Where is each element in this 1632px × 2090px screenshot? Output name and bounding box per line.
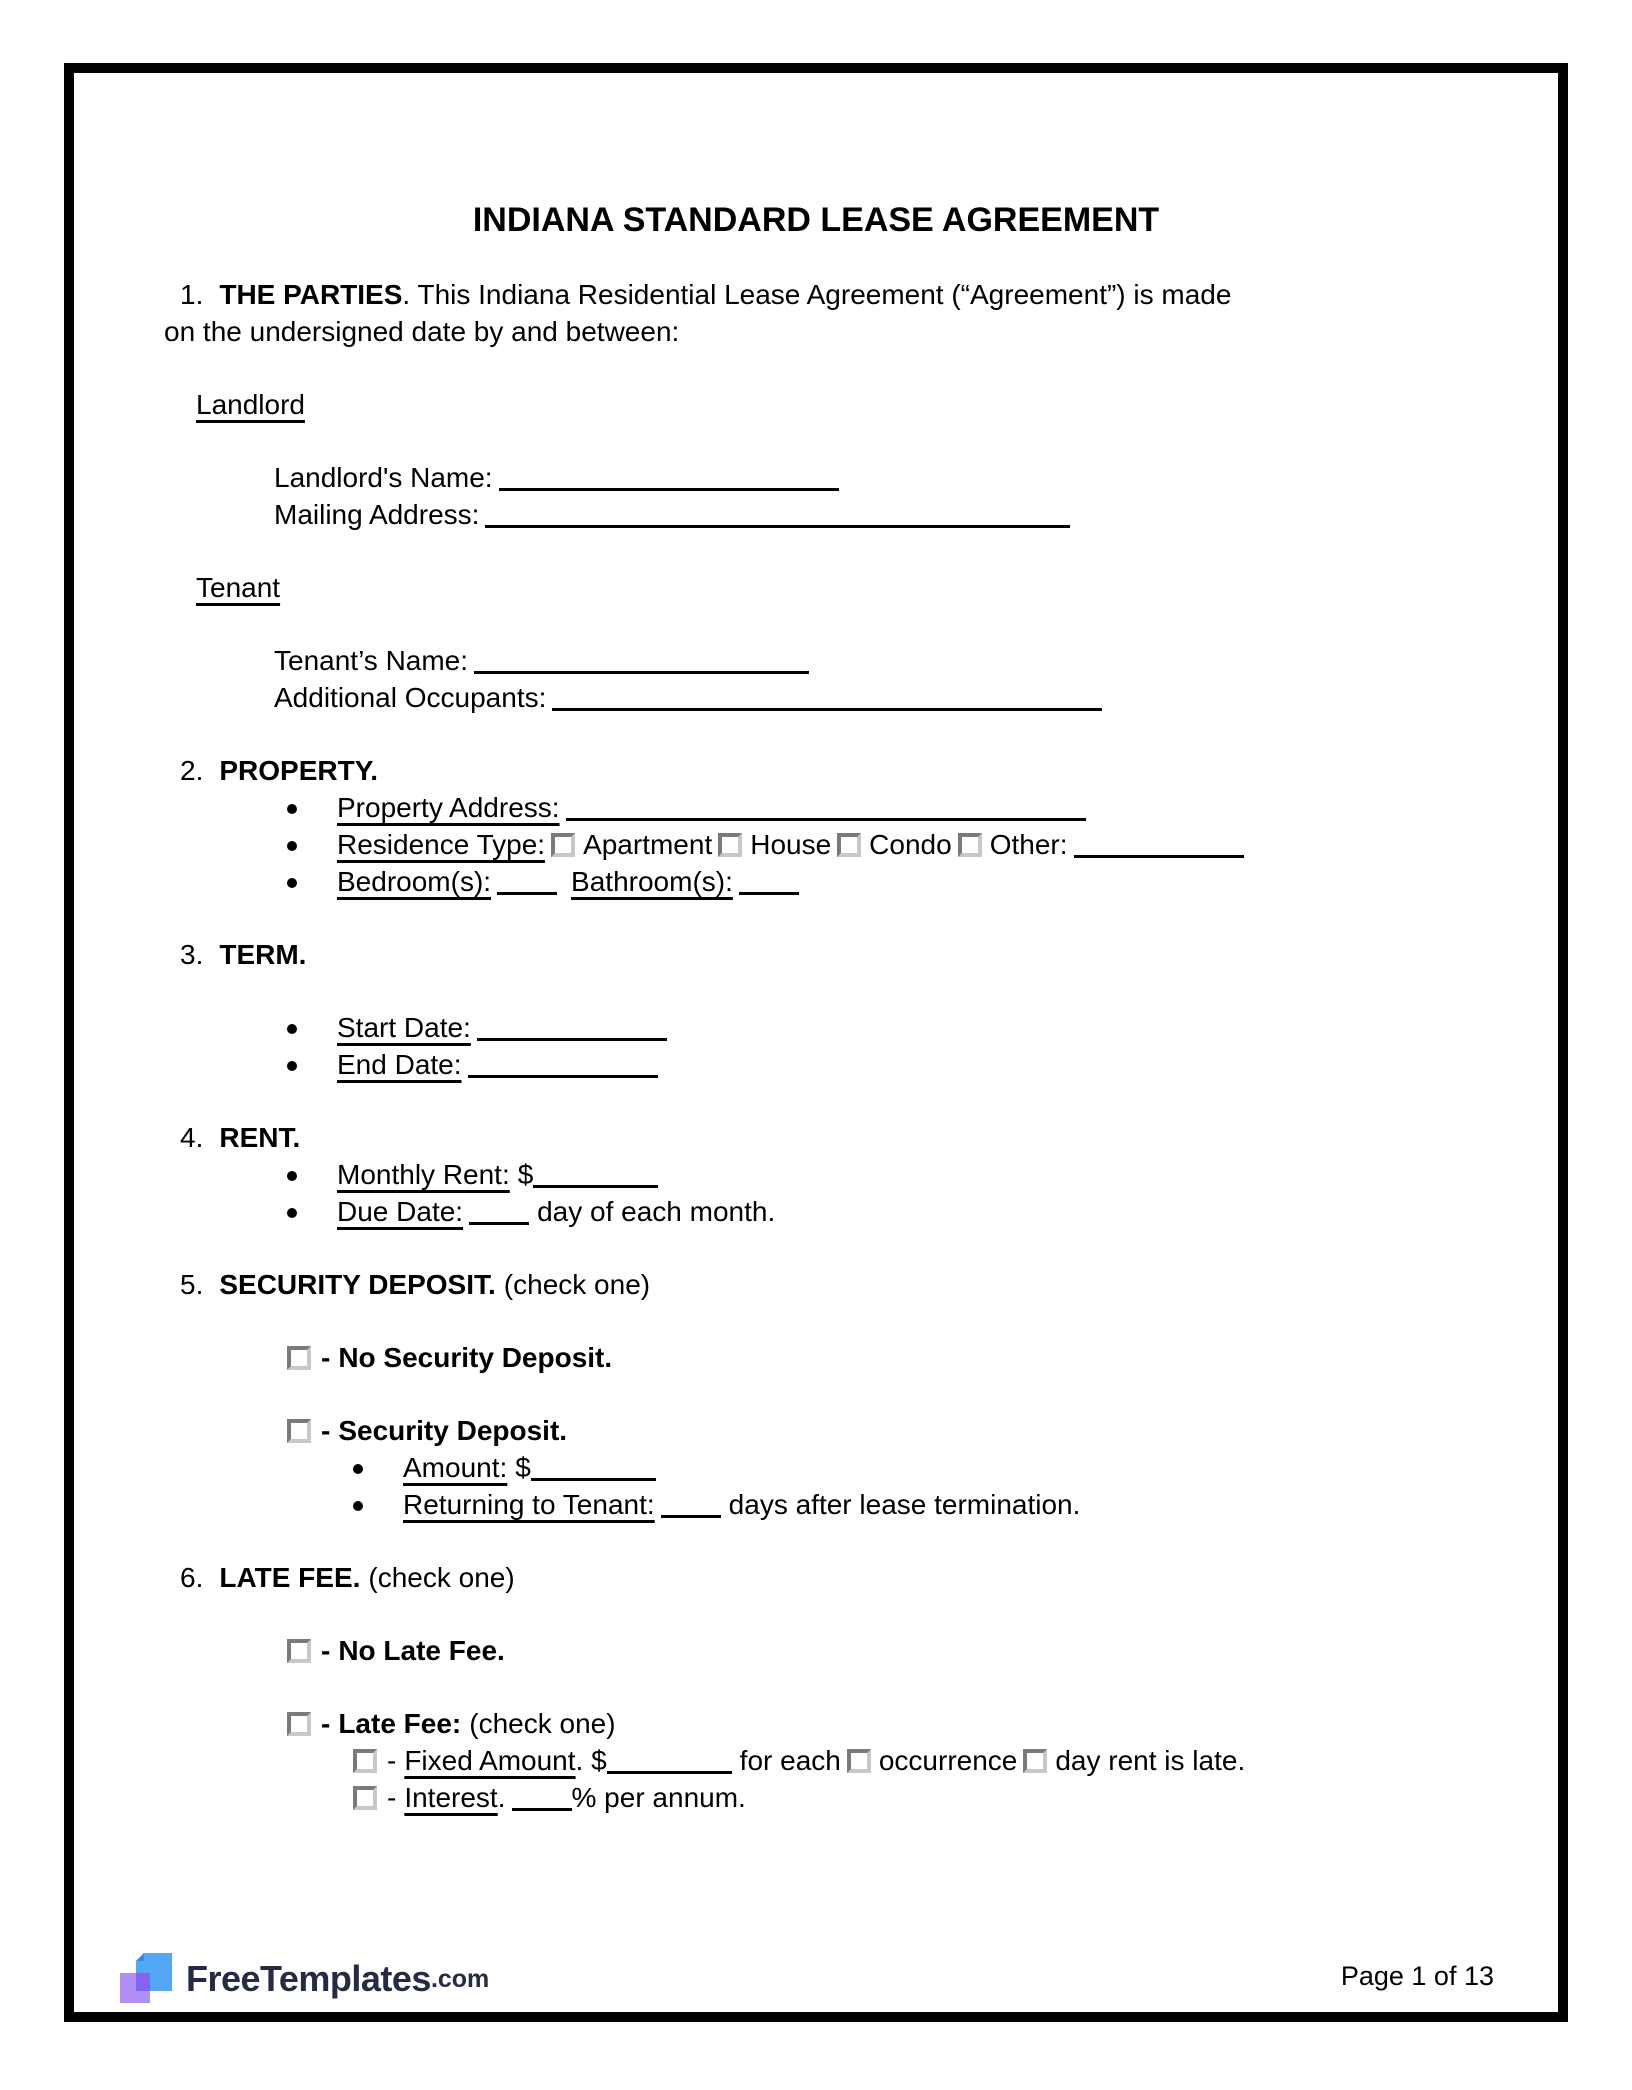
property-address-blank[interactable]	[566, 791, 1086, 821]
interest-label: Interest	[404, 1782, 498, 1813]
dash-text: -	[387, 1745, 397, 1776]
page-number: Page 1 of 13	[1340, 1961, 1494, 1991]
checkbox-other[interactable]	[958, 833, 982, 857]
section-heading-parties: THE PARTIES	[219, 279, 403, 310]
tenant-occupants-label: Additional Occupants:	[274, 682, 547, 713]
section-late-fee	[180, 1559, 1468, 1596]
section-number: 4.	[180, 1122, 204, 1153]
dash-text: -	[321, 1635, 331, 1666]
checkbox-condo[interactable]	[837, 833, 861, 857]
returning-label: Returning to Tenant:	[403, 1489, 655, 1520]
late-fee-label: Late Fee:	[338, 1708, 462, 1739]
tenant-name-label: Tenant’s Name:	[274, 645, 469, 676]
due-date-label: Due Date:	[337, 1196, 464, 1227]
late-fee-row	[287, 1705, 1468, 1742]
intro-paragraph	[164, 276, 1234, 350]
checkbox-day-late[interactable]	[1023, 1749, 1047, 1773]
bathrooms-blank[interactable]	[739, 865, 799, 895]
section-term	[180, 936, 1468, 973]
property-address-label: Property Address:	[337, 792, 560, 823]
checkbox-late-fee[interactable]	[287, 1712, 311, 1736]
brand-suffix: .com	[430, 1964, 490, 1993]
end-date-label: End Date:	[337, 1049, 462, 1080]
section-heading-term: TERM.	[219, 939, 307, 970]
start-date-row	[287, 1009, 1468, 1046]
bedrooms-label: Bedroom(s):	[337, 866, 492, 897]
checkbox-interest[interactable]	[353, 1786, 377, 1810]
option-house-label: House	[750, 829, 832, 860]
bullet-icon	[353, 1464, 363, 1474]
late-fee-suffix: (check one)	[469, 1708, 616, 1739]
section-heading-rent: RENT.	[219, 1122, 301, 1153]
deposit-amount-label: Amount:	[403, 1452, 508, 1483]
dash-text: -	[321, 1708, 331, 1739]
bullet-icon	[287, 878, 297, 888]
checkbox-no-late-fee[interactable]	[287, 1639, 311, 1663]
section-number: 6.	[180, 1562, 204, 1593]
security-deposit-row	[287, 1412, 1468, 1449]
landlord-name-label: Landlord's Name:	[274, 462, 493, 493]
document-content	[74, 73, 1558, 1816]
page-title: INDIANA STANDARD LEASE AGREEMENT	[472, 201, 1160, 239]
bullet-icon	[287, 1024, 297, 1034]
section-heading-security-deposit: SECURITY DEPOSIT.	[219, 1269, 496, 1300]
tenant-name-row	[274, 642, 1468, 679]
tenant-heading: Tenant	[196, 572, 281, 603]
fixed-amount-row	[353, 1742, 1468, 1779]
landlord-name-row	[274, 459, 1468, 496]
returning-days-blank[interactable]	[661, 1488, 721, 1518]
day-late-label: day rent is late.	[1055, 1745, 1246, 1776]
landlord-name-blank[interactable]	[499, 461, 839, 491]
monthly-rent-blank[interactable]	[533, 1158, 658, 1188]
tenant-occupants-row	[274, 679, 1468, 716]
residence-type-row	[287, 826, 1468, 863]
checkbox-fixed-amount[interactable]	[353, 1749, 377, 1773]
check-one-note: (check one)	[368, 1562, 515, 1593]
interest-blank[interactable]	[512, 1781, 572, 1811]
section-number: 5.	[180, 1269, 204, 1300]
document-page	[64, 63, 1568, 2022]
dollar-sign: $	[515, 1452, 531, 1483]
bedrooms-row	[287, 863, 1468, 900]
option-condo-label: Condo	[869, 829, 952, 860]
residence-type-label: Residence Type:	[337, 829, 546, 860]
no-late-fee-label: No Late Fee.	[338, 1635, 505, 1666]
option-apartment-label: Apartment	[583, 829, 713, 860]
interest-mid: .	[497, 1782, 506, 1813]
fixed-amount-mid: . $	[575, 1745, 607, 1776]
bullet-icon	[353, 1501, 363, 1511]
checkbox-occurrence[interactable]	[847, 1749, 871, 1773]
dash-text: -	[321, 1342, 331, 1373]
section-property	[180, 752, 1468, 789]
end-date-row	[287, 1046, 1468, 1083]
section-rent	[180, 1119, 1468, 1156]
section-number: 2.	[180, 755, 204, 786]
property-address-row	[287, 789, 1468, 826]
section-security-deposit	[180, 1266, 1468, 1303]
landlord-address-row	[274, 496, 1468, 533]
bullet-icon	[287, 841, 297, 851]
bullet-icon	[287, 804, 297, 814]
due-date-row	[287, 1193, 1468, 1230]
intro-text: . This Indiana Residential Lease Agreement (“Agreement”) is made on the undersigned date by and between:	[164, 279, 1232, 347]
section-number: 1.	[180, 279, 204, 310]
tenant-occupants-blank[interactable]	[552, 681, 1102, 711]
landlord-address-label: Mailing Address:	[274, 499, 480, 530]
landlord-address-blank[interactable]	[485, 498, 1070, 528]
checkbox-house[interactable]	[718, 833, 742, 857]
end-date-blank[interactable]	[468, 1048, 658, 1078]
option-other-label: Other:	[989, 829, 1068, 860]
dash-text: -	[387, 1782, 397, 1813]
bathrooms-label: Bathroom(s):	[571, 866, 733, 897]
section-heading-property: PROPERTY.	[219, 755, 379, 786]
due-date-suffix: day of each month.	[537, 1196, 776, 1227]
logo-overlap-square	[136, 1973, 150, 1991]
section-heading-late-fee: LATE FEE.	[219, 1562, 361, 1593]
dollar-sign: $	[517, 1159, 534, 1190]
freetemplates-logo-icon	[118, 1951, 174, 2007]
section-number: 3.	[180, 939, 204, 970]
brand-name: FreeTemplates	[186, 1958, 431, 1999]
interest-suffix: % per annum.	[571, 1782, 746, 1813]
checkbox-no-security-deposit[interactable]	[287, 1346, 311, 1370]
deposit-amount-blank[interactable]	[531, 1451, 656, 1481]
due-date-blank[interactable]	[469, 1195, 529, 1225]
no-security-deposit-row	[287, 1339, 1468, 1376]
monthly-rent-row	[287, 1156, 1468, 1193]
bedrooms-blank[interactable]	[497, 865, 557, 895]
tenant-name-blank[interactable]	[474, 644, 809, 674]
checkbox-security-deposit[interactable]	[287, 1419, 311, 1443]
checkbox-apartment[interactable]	[551, 833, 575, 857]
monthly-rent-label: Monthly Rent:	[337, 1159, 510, 1190]
returning-suffix: days after lease termination.	[728, 1489, 1081, 1520]
interest-row	[353, 1779, 1468, 1816]
fixed-amount-blank[interactable]	[607, 1744, 732, 1774]
bullet-icon	[287, 1171, 297, 1181]
occurrence-label: occurrence	[878, 1745, 1018, 1776]
deposit-amount-row	[353, 1449, 1468, 1486]
dash-text: -	[321, 1415, 331, 1446]
bullet-icon	[287, 1061, 297, 1071]
freetemplates-logo	[118, 1951, 489, 2007]
for-each-text: for each	[739, 1745, 841, 1776]
fixed-amount-label: Fixed Amount	[404, 1745, 576, 1776]
residence-other-blank[interactable]	[1074, 828, 1244, 858]
no-late-fee-row	[287, 1632, 1468, 1669]
start-date-label: Start Date:	[337, 1012, 471, 1043]
no-security-deposit-label: No Security Deposit.	[338, 1342, 613, 1373]
returning-row	[353, 1486, 1468, 1523]
start-date-blank[interactable]	[477, 1011, 667, 1041]
check-one-note: (check one)	[503, 1269, 651, 1300]
bullet-icon	[287, 1208, 297, 1218]
logo-fold-triangle	[136, 1953, 144, 1961]
security-deposit-label: Security Deposit.	[338, 1415, 568, 1446]
landlord-heading: Landlord	[196, 389, 305, 420]
